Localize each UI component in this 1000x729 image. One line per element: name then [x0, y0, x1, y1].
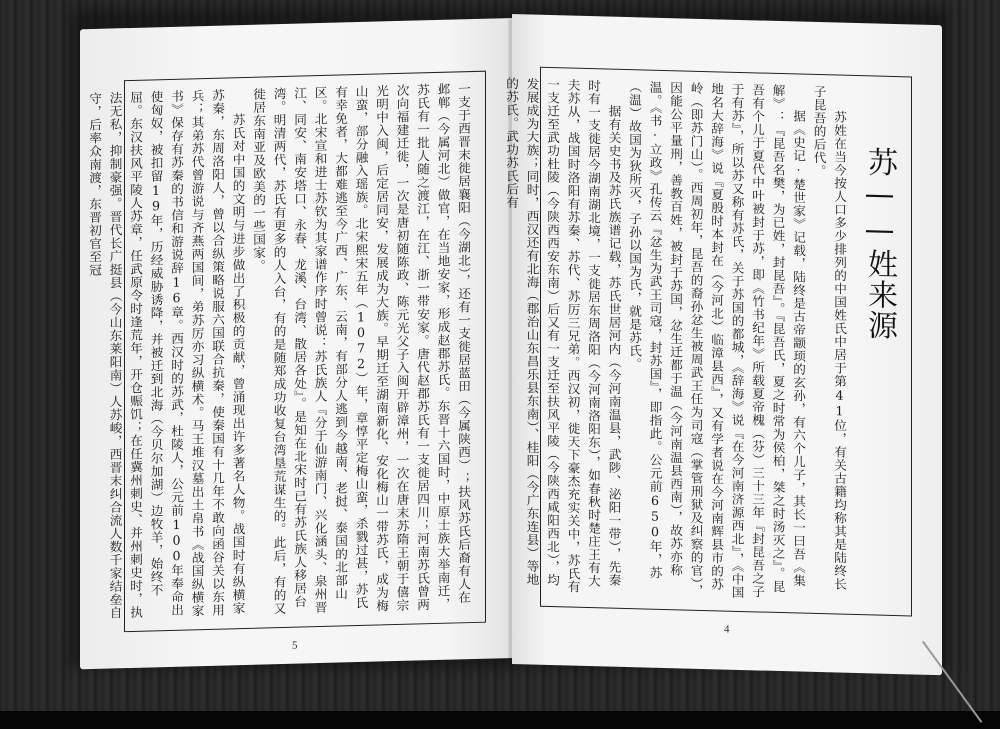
page-number: 4: [724, 623, 730, 636]
paragraph: 苏氏对中国的文明与进步做出了积极的贡献，曾涌现出许多著名人物。战国时有纵横家苏秦，东周洛阳人，曾以合纵策略说服六国联合抗秦，使秦国有十几年不敢向函谷关以东用兵；其弟苏代曾游说与齐燕两国间，弟苏厉亦习纵横术。马王堆汉墓出土帛书《战国纵横家书》保存有苏秦的书信和游说辞16章。西汉时的苏武，杜陵人，公元前100年奉命出使匈奴，被扣留19年，历经威胁诱降，并被迁到北海（今贝尔加湖）边牧羊，始终不屈。东汉扶风平陵人苏章，任武原令时逢荒年，开仓赈饥；在任冀州刺史、并州刺史时，执法无私，抑制豪强。晋代长广挺县（今山东莱阳南）人苏峻，西晋末纠合流人数千家结垒自守，后率众南渡，东晋初官至冠: [87, 88, 246, 620]
right-page-text-frame: [504, 67, 912, 617]
paragraph: 苏姓在当今按人口多少排列的中国姓氏中居于第41位，有关古籍均称其是陆终长子昆吾的后代。: [811, 84, 847, 591]
desk-edge: [0, 711, 1000, 729]
right-page: [504, 14, 942, 675]
right-page-body: [504, 76, 899, 605]
paragraph: 据有关史书及苏氏族谱记载，苏氏世居河内（今河南温县，武陟、泌阳一带），先秦时有一支徙居今湖南湖北境，一支徙居东周洛阳（今河南洛阳东），如春秋时楚庄王有大夫苏从，战国时洛阳有苏秦、苏代、苏厉三兄弟。西汉初，徙天下豪杰充实关中，苏氏有一支迁至武功杜陵（今陕西西安东南）后又有一支迁至扶风平陵（今陕西咸阳西北），均发展成为大族；同时，西汉还有北海（郡治山东昌乐县东南）、桂阳（今广东连县）等地的苏氏。武功苏氏后有: [504, 76, 622, 594]
page-number: 5: [292, 639, 298, 652]
chapter-title: 苏——姓来源: [862, 146, 897, 341]
left-page: [80, 18, 512, 669]
paragraph: 据《史记·楚世家》记载，陆终是古帝颛顼的玄孙，有六个儿子，其长一曰吾《集解》：『昆吾名樊，为已姓，封昆吾』。『昆吾氏，夏之时常为侯柏，桀之时汤灭之』。昆吾有个儿于夏代中叶被封于苏，即《竹书纪年》所载夏帝槐（芬）三十三年『封昆吾之子于有苏』，所以苏又称有苏氏，关于苏国的都城，《辞海》说『在今河南济源西北』，《中国地名大辞海》说『夏殷时本封在（今河北）临漳县西』，又有学者说在今河南辉县市的苏岭（即苏门山）。西周初年，昆吾的裔孙忿生被周武王任为司寇（掌管刑狱及纠察的官），因能公平量刑，善教百姓，被封于苏国，忿生迁都于温（今河南温县西南），故苏亦称温。《书·立政》孔传云『忿生为武王司寇，封苏国』，即指此。公元前650年，苏（温）故国为狄所灭，子孙以国为氏，就是苏氏。: [627, 80, 806, 600]
paragraph: 一支于西晋末徙居襄阳（今湖北），还有一支徙居蓝田（今属陕西）；扶风苏氏后裔有人在邺郸（今属河北）做官，在当地安家，形成赵郡苏氏。东晋十六国时，中原士族大举南迁，苏氏有一批人随之渡江，在江、浙一带安家。唐代赵郡苏氏有一支徙居四川；河南苏氏曾两次向福建迁徙，一次是唐初随陈政、陈元光父子入闽开辟漳州，一次在唐末苏隋王朝于僖宗光明中入闽，后定居同安，发展成为大族。早期迁至湖南新化、安化梅山一带苏氏，成为梅山蛮，部分融入瑶族。北宋熙宋五年（1072）年，章惇平定梅山蛮，杀戮过甚，苏氏有幸免者，大都难逃至今广西、广东、云南，有部分人逃到今越南、老挝、泰国的北部山区。北宋宣和进士苏钦为其家谱作序时曾说：苏氏族人『分于仙游南门、兴化涵头、泉州晋江、同安、南安塔口、永春、龙溪、台湾、散居各处』。是知在北宋时已有苏氏族人移居台湾。明清两代，苏氏有更多的人入台，有的是随郑成功收复台湾垦荒谋生的。此后，有的又徙居东南亚及欧美的一些国家。: [251, 82, 471, 616]
left-page-body: [87, 82, 473, 621]
left-page-text-frame: [87, 71, 486, 632]
